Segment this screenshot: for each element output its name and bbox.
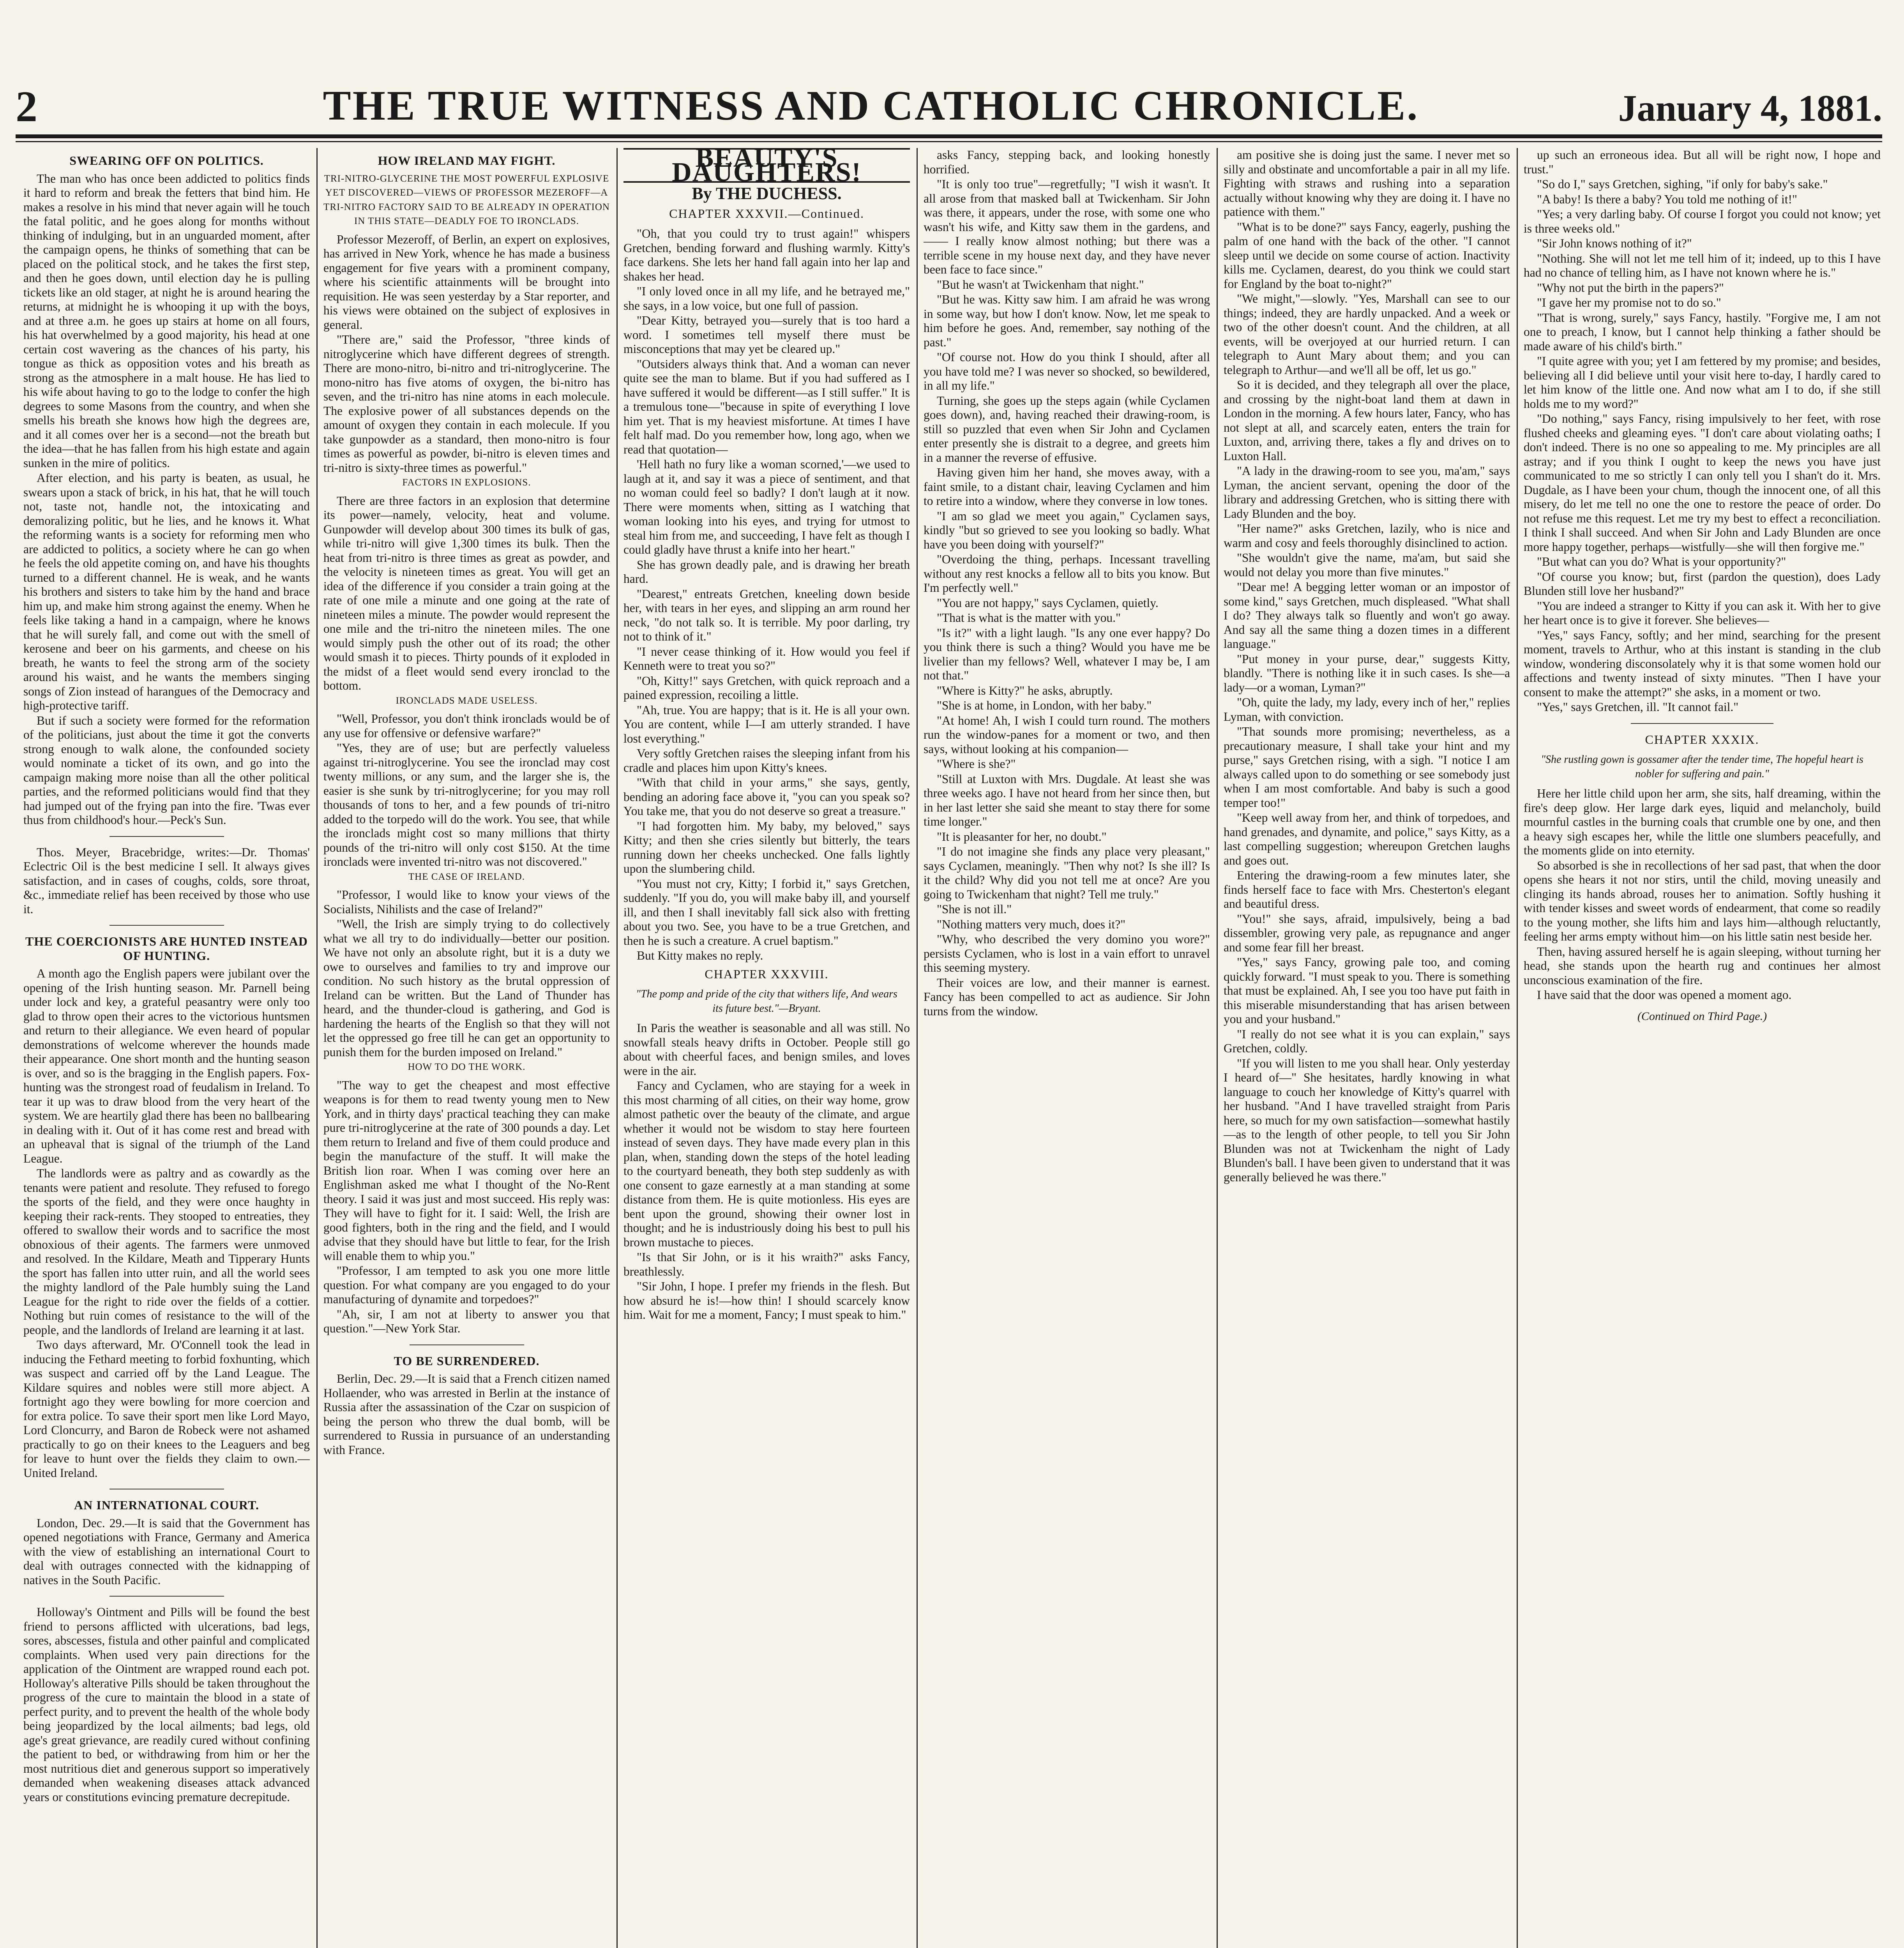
masthead-rule-thick — [16, 134, 1882, 138]
story-paragraph: "That is wrong, surely," says Fancy, hastily. "Forgive me, I am not one to preach, I know, but I cannot help thinking a father should be made aware of his child's birth." — [1524, 311, 1881, 353]
chapter-epigraph: "The pomp and pride of the city that withers life, And wears its future best."—Bryant. — [636, 988, 897, 1015]
story-paragraph: "Of course you know; but, first (pardon the question), does Lady Blunden still love her husband?" — [1524, 570, 1881, 598]
story-paragraph: "Nothing. She will not let me tell him of it; indeed, up to this I have had no chance of telling him, as I have not known where he is." — [1524, 251, 1881, 279]
story-paragraph: In Paris the weather is seasonable and all was still. No snowfall steals heavy drifts in October. People still go about with cheerful faces, and benign smiles, and loves were in the air. — [623, 1021, 910, 1078]
headline-how-ireland-may-fight: HOW IRELAND MAY FIGHT. — [378, 154, 556, 168]
continued-notice: (Continued on Third Page.) — [1637, 1009, 1767, 1023]
story-paragraph: "You must not cry, Kitty; I forbid it," says Gretchen, suddenly. "If you do, you will make baby ill, and yourself ill, and then I shall inevitably fall sick also with fretting about you two. See, you have to be a true Gretchen, and then he is such a creature. A cruel baptism." — [623, 877, 910, 948]
headline-to-be-surrendered: TO BE SURRENDERED. — [394, 1353, 540, 1368]
section-heading: IRONCLADS MADE USELESS. — [396, 695, 538, 706]
column-separator — [316, 148, 318, 1948]
article-paragraph: "Yes, they are of use; but are perfectly valueless against tri-nitroglycerine. You see the ironclad may cost twenty millions, or any sum, and the larger she is, the easier is she sunk by tri-nitroglycerine; for you may roll thousands of tons to her, and a few pounds of tri-nitro added to the torpedo will do the work. You see, that while the ironclads might cost so many millions that thirty pounds of the tri-nitro will only cost $150. At the time ironclads were invented tri-nitro was not discovered." — [323, 741, 610, 868]
serial-author: By THE DUCHESS. — [692, 184, 842, 203]
story-paragraph: So it is decided, and they telegraph all over the place, and crossing by the night-boat land them at dawn in London in the morning. A few hours later, Fancy, who has not slept at all, and scarcely eaten, enters the train for Luxton, and, arriving there, takes a fly and drives on to Luxton Hall. — [1224, 378, 1510, 463]
column-separator — [1517, 148, 1518, 1948]
chapter-heading: CHAPTER XXXIX. — [1645, 732, 1759, 746]
story-paragraph: "She wouldn't give the name, ma'am, but said she would not delay you more than five minutes." — [1224, 551, 1510, 579]
story-paragraph: "It is only too true"—regretfully; "I wish it wasn't. It all arose from that masked ball at Twickenham. Sir John was there, it appears, under the rose, with some one who wasn't his wife, and Kitty saw them in the gardens, and—— I really know almost nothing; but there was a terrible scene in my house next day, and they have never been face to face since." — [924, 177, 1210, 276]
story-paragraph: "It is pleasanter for her, no doubt." — [937, 829, 1107, 843]
story-paragraph: Entering the drawing-room a few minutes later, she finds herself face to face with Mrs. Chesterton's elegant and beautiful dress. — [1224, 868, 1510, 910]
article-divider — [110, 1596, 224, 1597]
article-paragraph: "The way to get the cheapest and most effective weapons is for them to read twenty young men to New York, and in thirty days' practical teaching they can make pure tri-nitroglycerine at the rate of 300 pounds a day. Let them return to Ireland and five of them could produce and begin the manufacture of the stuff. It will make the British lion roar. When I was coming over here an Englishman asked me what I thought of the No-Rent theory. I said it was just and most succeed. His reply was: They will have to fight for it. I said: Well, the Irish are good fighters, both in the ring and the field, and I would advise that they should have but little to fear, for the Irish will enable them to whip you." — [323, 1078, 610, 1263]
story-paragraph: But Kitty makes no reply. — [637, 949, 763, 962]
newspaper-title: THE TRUE WITNESS AND CATHOLIC CHRONICLE. — [323, 83, 1419, 129]
story-paragraph: "I quite agree with you; yet I am fettered by my promise; and besides, believing all I did believe until your visit here to-day, I hardly cared to let him know of the little one. And now what am I to do, if she still holds me to my word?" — [1524, 354, 1881, 411]
story-paragraph: "What is to be done?" says Fancy, eagerly, pushing the palm of one hand with the back of the other. "I cannot sleep until we decide on some course of action. Inactivity kills me. Cyclamen, dearest, do you think we could start for England by the boat to-night?" — [1224, 220, 1510, 291]
section-heading: HOW TO DO THE WORK. — [408, 1062, 526, 1072]
advertisement-paragraph: Thos. Meyer, Bracebridge, writes:—Dr. Thomas' Eclectric Oil is the best medicine I sell. It always gives satisfaction, and in cases of coughs, colds, sore throat, &c., immediate relief has been received by those who use it. — [23, 845, 310, 916]
article-paragraph: A month ago the English papers were jubilant over the opening of the Irish hunting season. Mr. Parnell being under lock and key, a grateful peasantry were only too glad to throw open their acres to the victorious huntsmen and return to their allegiance. We even heard of popular demonstrations of welcome wherever the hounds made their appearance. One short month and the hunting season is over, and so is the bragging in the English papers. Fox-hunting was the strongest road of feudalism in Ireland. To tear it up was to draw blood from the very heart of the system. We are heartily glad there has been no ballbearing in dealing with it. Out of it has come rest and bread with an upheaval that is signal of the triumph of the Land League. — [23, 967, 310, 1165]
headline-international-court: AN INTERNATIONAL COURT. — [74, 1498, 259, 1512]
story-paragraph: "Is it?" with a light laugh. "Is any one ever happy? Do you think there is such a thing? Would you have me be livelier than my fellows? Well, whatever I may be, I am not that." — [924, 626, 1210, 682]
story-paragraph: Here her little child upon her arm, she sits, half dreaming, within the fire's deep glow. Her large dark eyes, liquid and melancholy, build mournful castles in the burning coals that crumble one by one, and then a heavy sigh escapes her, while the little one slumbers peacefully, and the moments glide on into eternity. — [1524, 787, 1881, 857]
article-paragraph: But if such a society were formed for the reformation of the politicians, just about the time it got the converts strong enough to walk alone, the confounded society would nominate a ticket of its own, and go into the campaign making more noise than all the other political parties, and the reformed politicians would find that they had jumped out of the frying pan into the fire. 'Twas ever thus from childhood's hour.—Peck's Sun. — [23, 713, 310, 827]
story-paragraph: asks Fancy, stepping back, and looking honestly horrified. — [924, 148, 1210, 176]
story-paragraph: "A lady in the drawing-room to see you, ma'am," says Lyman, the ancient servant, opening the door of the library and addressing Gretchen, who is sitting there with Lady Blunden and the boy. — [1224, 464, 1510, 521]
story-paragraph: "Still at Luxton with Mrs. Dugdale. At least she was three weeks ago. I have not heard from her since then, but in her last letter she said she meant to stay there for some time longer." — [924, 772, 1210, 828]
story-paragraph: "With that child in your arms," she says, gently, bending an adoring face above it, "you can you speak so? You take me, that you do not deserve so great a treasure." — [623, 776, 910, 818]
story-paragraph: "We might,"—slowly. "Yes, Marshall can see to our things; indeed, they are hardly unpacked. And a week or two of the other doesn't count. And the children, at all events, will be overjoyed at our hurried return. I can telegraph to Aunt Mary about them; and you can telegraph to Arthur—and we'll all be off, let us go." — [1224, 292, 1510, 377]
story-paragraph: "Overdoing the thing, perhaps. Incessant travelling without any rest knocks a fellow all to bits you know. But I'm perfectly well." — [924, 552, 1210, 595]
story-paragraph: "Why not put the birth in the papers?" — [1537, 281, 1724, 295]
story-paragraph: "I gave her my promise not to do so." — [1537, 296, 1721, 309]
story-paragraph: "You are not happy," says Cyclamen, quietly. — [937, 596, 1159, 610]
story-paragraph: "Dear me! A begging letter woman or an impostor of some kind," says Gretchen, much displeased. "What shall I do? They always talk so fluently and won't go away. And say all the same thing a dozen times in a different language." — [1224, 580, 1510, 651]
serial-title: BEAUTY'S DAUGHTERS! — [623, 148, 910, 183]
column-6 — [1524, 148, 1881, 1948]
story-paragraph: "Yes," says Gretchen, ill. "It cannot fail." — [1537, 700, 1739, 714]
article-paragraph: "Ah, sir, I am not at liberty to answer you that question."—New York Star. — [323, 1307, 610, 1335]
story-paragraph: "Outsiders always think that. And a woman can never quite see the man to blame. But if you had suffered as I have suffered it would be different—as I still suffer." It is a tremulous tone—"because in spite of everything I love him yet. That is my heaviest misfortune. At times I have felt half mad. Do you remember how, long ago, when we read that quotation— — [623, 357, 910, 456]
story-paragraph: "Keep well away from her, and think of torpedoes, and hand grenades, and dynamite, and police," says Kitty, as a last compelling suggestion; whereupon Gretchen laughs and goes out. — [1224, 811, 1510, 867]
column-5 — [1224, 148, 1510, 1948]
story-paragraph: "I had forgotten him. My baby, my beloved," says Kitty; and then she cries silently but bitterly, the tears running down her cheeks unchecked. One falls lightly upon the slumbering child. — [623, 819, 910, 875]
article-divider — [110, 925, 224, 926]
story-paragraph: "Ah, true. You are happy; that is it. He is all your own. You are content, while I—I am utterly stranded. I have lost everything." — [623, 703, 910, 745]
column-separator — [616, 148, 618, 1948]
story-paragraph: "She is at home, in London, with her baby." — [937, 699, 1152, 712]
story-paragraph: "I am so glad we meet you again," Cyclamen says, kindly "but so grieved to see you looking so badly. What have you been doing with yourself?" — [924, 509, 1210, 551]
section-heading: THE CASE OF IRELAND. — [408, 871, 525, 882]
masthead-rule-thin — [16, 141, 1882, 142]
story-paragraph: Fancy and Cyclamen, who are staying for a week in this most charming of all cities, on their way home, grow almost pathetic over the beauty of the climate, and argue whether it would not be wisdom to stay here fourteen instead of seven days. They have made every plan in this plan, when, standing down the steps of the hotel leading to the courtyard beneath, they both step suddenly as with one consent to gaze earnestly at a man standing at some distance from them. He is quite motionless. His eyes are bent upon the ground, showing their owner lost in thought; and he is industriously doing his best to pull his brown mustache to pieces. — [623, 1079, 910, 1249]
story-paragraph: Then, having assured herself he is again sleeping, without turning her head, she stands upon the hearth rug and continues her almost unconscious examination of the fire. — [1524, 944, 1881, 987]
story-paragraph: "That is what is the matter with you." — [937, 611, 1121, 625]
column-separator — [917, 148, 918, 1948]
story-paragraph: "Dearest," entreats Gretchen, kneeling down beside her, with tears in her eyes, and slipping an arm round her neck, "do not talk so. It is terrible. My poor darling, try not to think of it." — [623, 587, 910, 643]
section-heading: FACTORS IN EXPLOSIONS. — [402, 477, 531, 488]
story-paragraph: "You are indeed a stranger to Kitty if you can ask it. With her to give her heart once is to give it forever. She believes— — [1524, 599, 1881, 627]
story-paragraph: "A baby! Is there a baby? You told me nothing of it!" — [1537, 192, 1797, 206]
article-paragraph: London, Dec. 29.—It is said that the Government has opened negotiations with France, Germany and America with the view of establishing an international Court to deal with outrages connected with the kidnapping of natives in the South Pacific. — [23, 1516, 310, 1587]
chapter-epigraph: "She rustling gown is gossamer after the tender time, The hopeful heart is nobler for suffering and pain." — [1541, 753, 1863, 780]
story-paragraph: Turning, she goes up the steps again (while Cyclamen goes down), and, having reached their drawing-room, is still so puzzled that even when Sir John and Cyclamen enter presently she is distrait to a degree, and greets him in a manner the reverse of effusive. — [924, 393, 1210, 464]
story-paragraph: "Why, who described the very domino you wore?" persists Cyclamen, who is lost in a vain effort to unravel this seeming mystery. — [924, 932, 1210, 974]
story-paragraph: "You!" she says, afraid, impulsively, being a bad dissembler, growing very pale, as repugnance and anger and some fear fill her breast. — [1224, 912, 1510, 954]
story-paragraph: "Is that Sir John, or is it his wraith?" asks Fancy, breathlessly. — [623, 1250, 910, 1278]
article-paragraph: Two days afterward, Mr. O'Connell took the lead in inducing the Fethard meeting to forbid foxhunting, which was suspect and carried off by the Land League. The Kildare squires and nobles were still more abject. A fortnight ago they were bowling for more coercion and for extra police. To save their sport men like Lord Mayo, Lord Cloncurry, and Baron de Robeck were not ashamed practically to go on their knees to the Leaguers and beg for leave to hunt over the fields they claim to own.—United Ireland. — [23, 1338, 310, 1480]
story-paragraph: "Nothing matters very much, does it?" — [937, 917, 1126, 931]
column-1 — [23, 148, 310, 1948]
story-paragraph: "But what can you do? What is your opportunity?" — [1537, 555, 1786, 568]
story-paragraph: am positive she is doing just the same. I never met so silly and obstinate and uncomfortable a pair in all my life. Fighting with straws and rushing into a separation actually without knowing why they are doing it. I have no patience with them." — [1224, 148, 1510, 219]
story-paragraph: Very softly Gretchen raises the sleeping infant from his cradle and places him upon Kitty's knees. — [623, 746, 910, 775]
story-paragraph: up such an erroneous idea. But all will be right now, I hope and trust." — [1524, 148, 1881, 176]
story-paragraph: "I only loved once in all my life, and he betrayed me," she says, in a low voice, but one full of passion. — [623, 284, 910, 312]
story-paragraph: "If you will listen to me you shall hear. Only yesterday I heard of—" She hesitates, hardly knowing in what language to couch her knowledge of Kitty's quarrel with her husband. "And I have travelled straight from Paris here, so much for my own satisfaction—somewhat hastily—as to the length of other people, to tell you Sir John Blunden was not at Twickenham the night of Lady Blunden's ball. I have been given to understand that it was generally believed he was there." — [1224, 1056, 1510, 1184]
article-paragraph: "Well, Professor, you don't think ironclads would be of any use for offensive or defensive warfare?" — [323, 712, 610, 740]
column-2 — [323, 148, 610, 1948]
article-paragraph: The man who has once been addicted to politics finds it hard to reform and break the fetters that bind him. He makes a resolve in his mind that never again will he touch the fatal politic, and he goes along for months without thinking of indulging, but in an unguarded moment, after the campaign opens, he thinks of something that can be placed on the political stock, and he takes the first step, and then he goes down, until election day he is pulling tickets like an old stager, at night he is around hearing the returns, at midnight he is whooping it up with the boys, and at three a.m. he goes up stairs at home on all fours, his hat overwhelmed by a good majority, his head at one certain cost wavering as the chances of his party, his tongue as thick as opposition votes and his breath as strong as the atmosphere in a malt house. He has lied to his wife about having to go to the lodge to confer the high degrees to some Masons from the country, and when she smells his breath she knows how high the degrees are, and it all comes over her is a second—not the breath but the idea—that he has fallen from his high estate and again sunken in the mire of politics. — [23, 171, 310, 470]
story-paragraph: Their voices are low, and their manner is earnest. Fancy has been compelled to act as audience. Sir John turns from the window. — [924, 976, 1210, 1018]
story-paragraph: "Put money in your purse, dear," suggests Kitty, blandly. "There is nothing like it in such cases. Is she—a lady—or a woman, Lyman?" — [1224, 652, 1510, 694]
story-paragraph: "But he wasn't at Twickenham that night." — [937, 277, 1144, 291]
article-paragraph: "There are," said the Professor, "three kinds of nitroglycerine which have different degrees of strength. There are mono-nitro, bi-nitro and tri-nitroglycerine. The mono-nitro has five atoms of oxygen, the bi-nitro has seven, and the tri-nitro has nine atoms in each molecule. The explosive power of all substances depends on the amount of oxygen they contain in each molecule. If you take gunpowder as a standard, then mono-nitro is four times as powerful as powder, bi-nitro is eleven times and tri-nitro is sixty-three times as powerful." — [323, 333, 610, 475]
issue-date: January 4, 1881. — [1618, 87, 1882, 129]
article-paragraph: "Well, the Irish are simply trying to do collectively what we all try to do individually—better our position. We have not only an absolute right, but it is a duty we owe to ourselves and families to try and improve our condition. No such history as the brutal oppression of Ireland can be written. But the Land of Thunder has heard, and the thunder-cloud is gathering, and God is hardening the hearts of the English so that they will not let the oppressed go free till he can get an opportunity to punish them for the burden imposed on Ireland." — [323, 917, 610, 1059]
story-paragraph: "Do nothing," says Fancy, rising impulsively to her feet, with rose flushed cheeks and gleaming eyes. "I don't care about violating oaths; I don't indeed. There is no one so appealing to me. My principles are all astray; and if you think I ought to keep the news you have just communicated to me so strictly I can only tell you I shan't do it. Mrs. Dugdale, as I have been your chum, though the innocent one, of all this misery, do let me tell no one the one to restore the peace of order. Do not refuse me this request. Let me try my best to effect a reconciliation. I think I shall succeed. And when Sir John and Lady Blunden are once more happy together, perhaps—wistfully—she will then forgive me." — [1524, 412, 1881, 554]
article-paragraph: "Professor, I am tempted to ask you one more little question. For what company are you engaged to do your manufacturing of dynamite and torpedoes?" — [323, 1264, 610, 1306]
column-separator — [1217, 148, 1218, 1948]
story-paragraph: "Where is she?" — [937, 757, 1016, 771]
headline-swearing-off: SWEARING OFF ON POLITICS. — [69, 154, 264, 168]
headline-coercionists: THE COERCIONISTS ARE HUNTED INSTEAD OF HUNTING. — [25, 934, 308, 963]
story-paragraph: "Oh, quite the lady, my lady, every inch of her," replies Lyman, with conviction. — [1224, 695, 1510, 723]
story-paragraph: "Yes," says Fancy, softly; and her mind, searching for the present moment, travels to Arthur, who at this instant is standing in the club window, wondering disconsolately why it is that some women hold our affections and twenty instead of sixty minutes. "Then I have your consent to make the attempt?" she asks, in a moment or two. — [1524, 628, 1881, 699]
article-paragraph: The landlords were as paltry and as cowardly as the tenants were patient and resolute. They refused to forego the sports of the field, and they were once haughty in keeping their rack-rents. They stooped to entreaties, they offered to swallow their words and to sacrifice the most obnoxious of their agents. The farmers were unmoved and resolved. In the Kildare, Meath and Tipperary Hunts the sport has fallen into utter ruin, and all the world sees the mighty landlord of the Pale humbly suing the Land League for the right to ride over the fields of a cottier. Nothing but ruin comes of resistance to the will of the people, and the landlords of Ireland are learning it at last. — [23, 1166, 310, 1337]
advertisement-paragraph: Holloway's Ointment and Pills will be found the best friend to persons afflicted with ulcerations, bad legs, sores, abscesses, fistula and other painful and complicated complaints. When used very pain directions for the application of the Ointment are wrapped round each pot. Holloway's alterative Pills should be taken throughout the progress of the cure to maintain the blood in a state of perfect purity, and to prevent the health of the whole body being jeopardized by the local ailments; bad legs, old age's great grievance, are readily cured without confining the patient to bed, or withdrawing from him or her the most nutritious diet and generous support so imperatively demanded when weakening diseases attack advanced years or constitutions evincing premature decrepitude. — [23, 1605, 310, 1804]
story-paragraph: "So do I," says Gretchen, sighing, "if only for baby's sake." — [1537, 177, 1828, 191]
story-paragraph: 'Hell hath no fury like a woman scorned,'—we used to laugh at it, and say it was a piece of sentiment, and that no woman could feel so badly? I don't laugh at it now. There were moments when, sitting as I watching that woman looking into his eyes, and trying for utmost to steal him from me, and succeeding, I have felt as though I could gladly have thrust a knife into her heart." — [623, 457, 910, 556]
story-paragraph: "Yes; a very darling baby. Of course I forgot you could not know; yet is three weeks old." — [1524, 207, 1881, 235]
article-divider — [1631, 723, 1773, 724]
chapter-heading: CHAPTER XXXVIII. — [705, 967, 829, 981]
chapter-heading: CHAPTER XXXVII.—Continued. — [669, 206, 864, 221]
story-paragraph: "Her name?" asks Gretchen, lazily, who is nice and warm and cosy and feels thoroughly disinclined to action. — [1224, 522, 1510, 550]
column-3 — [623, 148, 910, 1948]
article-paragraph: Professor Mezeroff, of Berlin, an expert on explosives, has arrived in New York, whence he has made a business engagement for five years with a prominent company, where his scientific attainments will be brought into requisition. He was seen yesterday by a Star reporter, and his views were obtained on the subject of explosives in general. — [323, 232, 610, 332]
story-paragraph: "Where is Kitty?" he asks, abruptly. — [937, 683, 1113, 697]
story-paragraph: "I really do not see what it is you can explain," says Gretchen, coldly. — [1224, 1027, 1510, 1055]
story-paragraph: "I never cease thinking of it. How would you feel if Kenneth were to treat you so?" — [623, 644, 910, 672]
masthead — [16, 82, 1882, 129]
article-divider — [110, 836, 224, 837]
story-paragraph: "Sir John, I hope. I prefer my friends in the flesh. But how absurd he is!—how thin! I should scarcely know him. Wait for me a moment, Fancy; I must speak to him." — [623, 1279, 910, 1322]
story-paragraph: She has grown deadly pale, and is drawing her breath hard. — [623, 558, 910, 586]
article-paragraph: Berlin, Dec. 29.—It is said that a French citizen named Hollaender, who was arrested in Berlin at the instance of Russia after the assassination of the Czar on suspicion of being the person who threw the dual bomb, will be surrendered to Russia in pursuance of an understanding with France. — [323, 1372, 610, 1457]
subheadline: TRI-NITRO-GLYCERINE THE MOST POWERFUL EXPLOSIVE YET DISCOVERED—VIEWS OF PROFESSOR MEZEROFF—A TRI-NITRO FACTORY SAID TO BE ALREADY IN OPERATION IN THIS STATE—DEADLY FOE TO IRONCLADS. — [323, 173, 610, 226]
story-paragraph: So absorbed is she in recollections of her sad past, that when the door opens she hears it not nor stirs, until the child, moving uneasily and clinging its hands abroad, rouses her to animation. Softly hushing it with tender kisses and sweet words of endearment, that come so readily to the young mother, she lifts him and lays him—although reluctantly, feeling her arms empty without him—on his little satin nest beside her. — [1524, 858, 1881, 943]
story-paragraph: "That sounds more promising; nevertheless, as a precautionary measure, I shall take your hint and my purse," says Gretchen rising, with a sigh. "I notice I am always called upon to do something or see somebody just when I am most comfortable. And baby is such a good temper too!" — [1224, 725, 1510, 810]
story-paragraph: "Oh, Kitty!" says Gretchen, with quick reproach and a pained expression, recoiling a little. — [623, 674, 910, 702]
page-number: 2 — [16, 83, 37, 131]
column-4 — [924, 148, 1210, 1948]
story-paragraph: Having given him her hand, she moves away, with a faint smile, to a distant chair, leaving Cyclamen and him to retire into a window, where they converse in low tones. — [924, 466, 1210, 508]
story-paragraph: "Of course not. How do you think I should, after all you have told me? I was never so shocked, so bewildered, in all my life." — [924, 350, 1210, 392]
story-paragraph: I have said that the door was opened a moment ago. — [1537, 988, 1792, 1002]
article-paragraph: After election, and his party is beaten, as usual, he swears upon a stack of brick, in his hat, that he will touch not, taste not, handle not, the intoxicating and demoralizing politic, but he lies, and he knows it. What the reforming wants is a society for reforming men who are addicted to politics, a society where he can go when he feels the old appetite coming on, and have his thoughts turned to a different channel. He is weak, and he wants his brothers and sisters to take him by the hand and brace him up, and make him strong against the enemy. When he feels like taking a hand in a campaign, where he knows that he will surely fall, and come out with the smell of kerosene and beer on his garments, and cheese on his breath, he wants to feel the strong arm of the society around his waist, and he wants the members singing songs of Zion instead of harangues of the Democracy and high-protective tariff. — [23, 471, 310, 712]
story-paragraph: "Sir John knows nothing of it?" — [1537, 236, 1692, 250]
story-paragraph: "She is not ill." — [937, 902, 1012, 916]
article-paragraph: "Professor, I would like to know your views of the Socialists, Nihilists and the case of Ireland?" — [323, 888, 610, 916]
story-paragraph: "Dear Kitty, betrayed you—surely that is too hard a word. I sometimes tell myself there must be misconceptions that may yet be cleared up." — [623, 314, 910, 356]
story-paragraph: "At home! Ah, I wish I could turn round. The mothers run the window-panes for a moment or two, and then says, without looking at his companion— — [924, 713, 1210, 756]
story-paragraph: "I do not imagine she finds any place very pleasant," says Cyclamen, meaningly. "Then why not? Is she ill? Is it the child? Why did you not tell me at once? Are you going to Twickenham that night? Tell me truly." — [924, 845, 1210, 901]
story-paragraph: "Yes," says Fancy, growing pale too, and coming quickly forward. "I must speak to you. There is something that must be explained. Ah, I see you too have put faith in this miserable misunderstanding that has arisen between you and your husband." — [1224, 955, 1510, 1026]
article-paragraph: There are three factors in an explosion that determine its power—namely, velocity, heat and volume. Gunpowder will develop about 300 times its bulk of gas, while tri-nitro will give 1,300 times its bulk. Then the heat from tri-nitro is three times as great as powder, and the velocity is nineteen times as great. You will get an idea of the difference if you consider a train going at the rate of one mile a minute and one going at the rate of nineteen miles a minute. The powder would represent the one mile and the tri-nitro the nineteen miles. The one would simply push the other out of its road; the other would smash it to pieces. Thirty pounds of it exploded in the midst of a fleet would send every ironclad to the bottom. — [323, 494, 610, 692]
story-paragraph: "But he was. Kitty saw him. I am afraid he was wrong in some way, but how I don't know. Now, let me speak to him before he goes. And, remember, say nothing of the past." — [924, 293, 1210, 349]
story-paragraph: "Oh, that you could try to trust again!" whispers Gretchen, bending forward and flushing warmly. Kitty's face darkens. She lets her hand fall again into her lap and shakes her head. — [623, 227, 910, 283]
